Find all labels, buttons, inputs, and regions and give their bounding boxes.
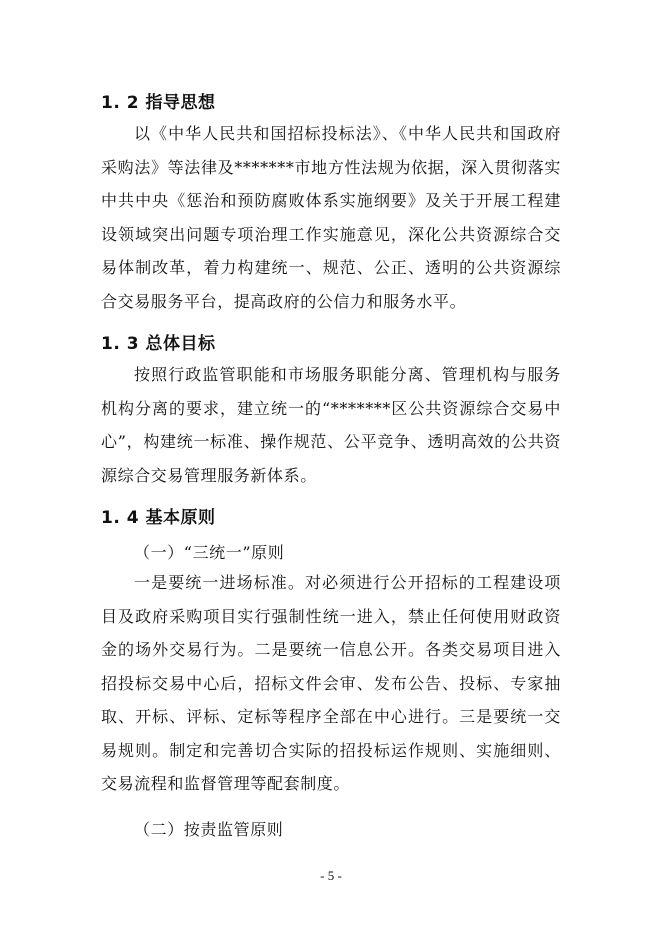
paragraph-overall-goal: 按照行政监管职能和市场服务职能分离、管理机构与服务机构分离的要求，建立统一的“*******区公共资源综合交易中心”，构建统一标准、操作规范、公平竞争、透明高效的公共资源综合交易管理服务新体系。	[101, 365, 561, 485]
page-number: - 5 -	[320, 868, 342, 883]
section-heading-1-3: 1. 3 总体目标	[101, 334, 216, 354]
paragraph-guiding-ideology: 以《中华人民共和国招标投标法》、《中华人民共和国政府采购法》等法律及*******市地方性法规为依据，深入贯彻落实中共中央《惩治和预防腐败体系实施纲要》及关于开展工程建设领域突出问题专项治理工作实施意见，深化公共资源综合交易体制改革，着力构建统一、规范、公正、透明的公共资源综合交易服务平台，提高政府的公信力和服务水平。	[101, 124, 561, 311]
paragraph-three-unified: 一是要统一进场标准。对必须进行公开招标的工程建设项目及政府采购项目实行强制性统一进入，禁止任何使用财政资金的场外交易行为。二是要统一信息公开。各类交易项目进入招投标交易中心后，招标文件会审、发布公告、投标、专家抽取、开标、评标、定标等程序全部在中心进行。三是要统一交易规则。制定和完善切合实际的招投标运作规则、实施细则、交易流程和监督管理等配套制度。	[101, 573, 561, 793]
section-heading-1-4: 1. 4 基本原则	[101, 508, 216, 528]
subsection-three-unified-principle: （一）“三统一”原则	[134, 543, 285, 562]
section-heading-1-2: 1. 2 指导思想	[101, 93, 216, 113]
subsection-responsibility-supervision: （二）按责监管原则	[134, 820, 284, 839]
